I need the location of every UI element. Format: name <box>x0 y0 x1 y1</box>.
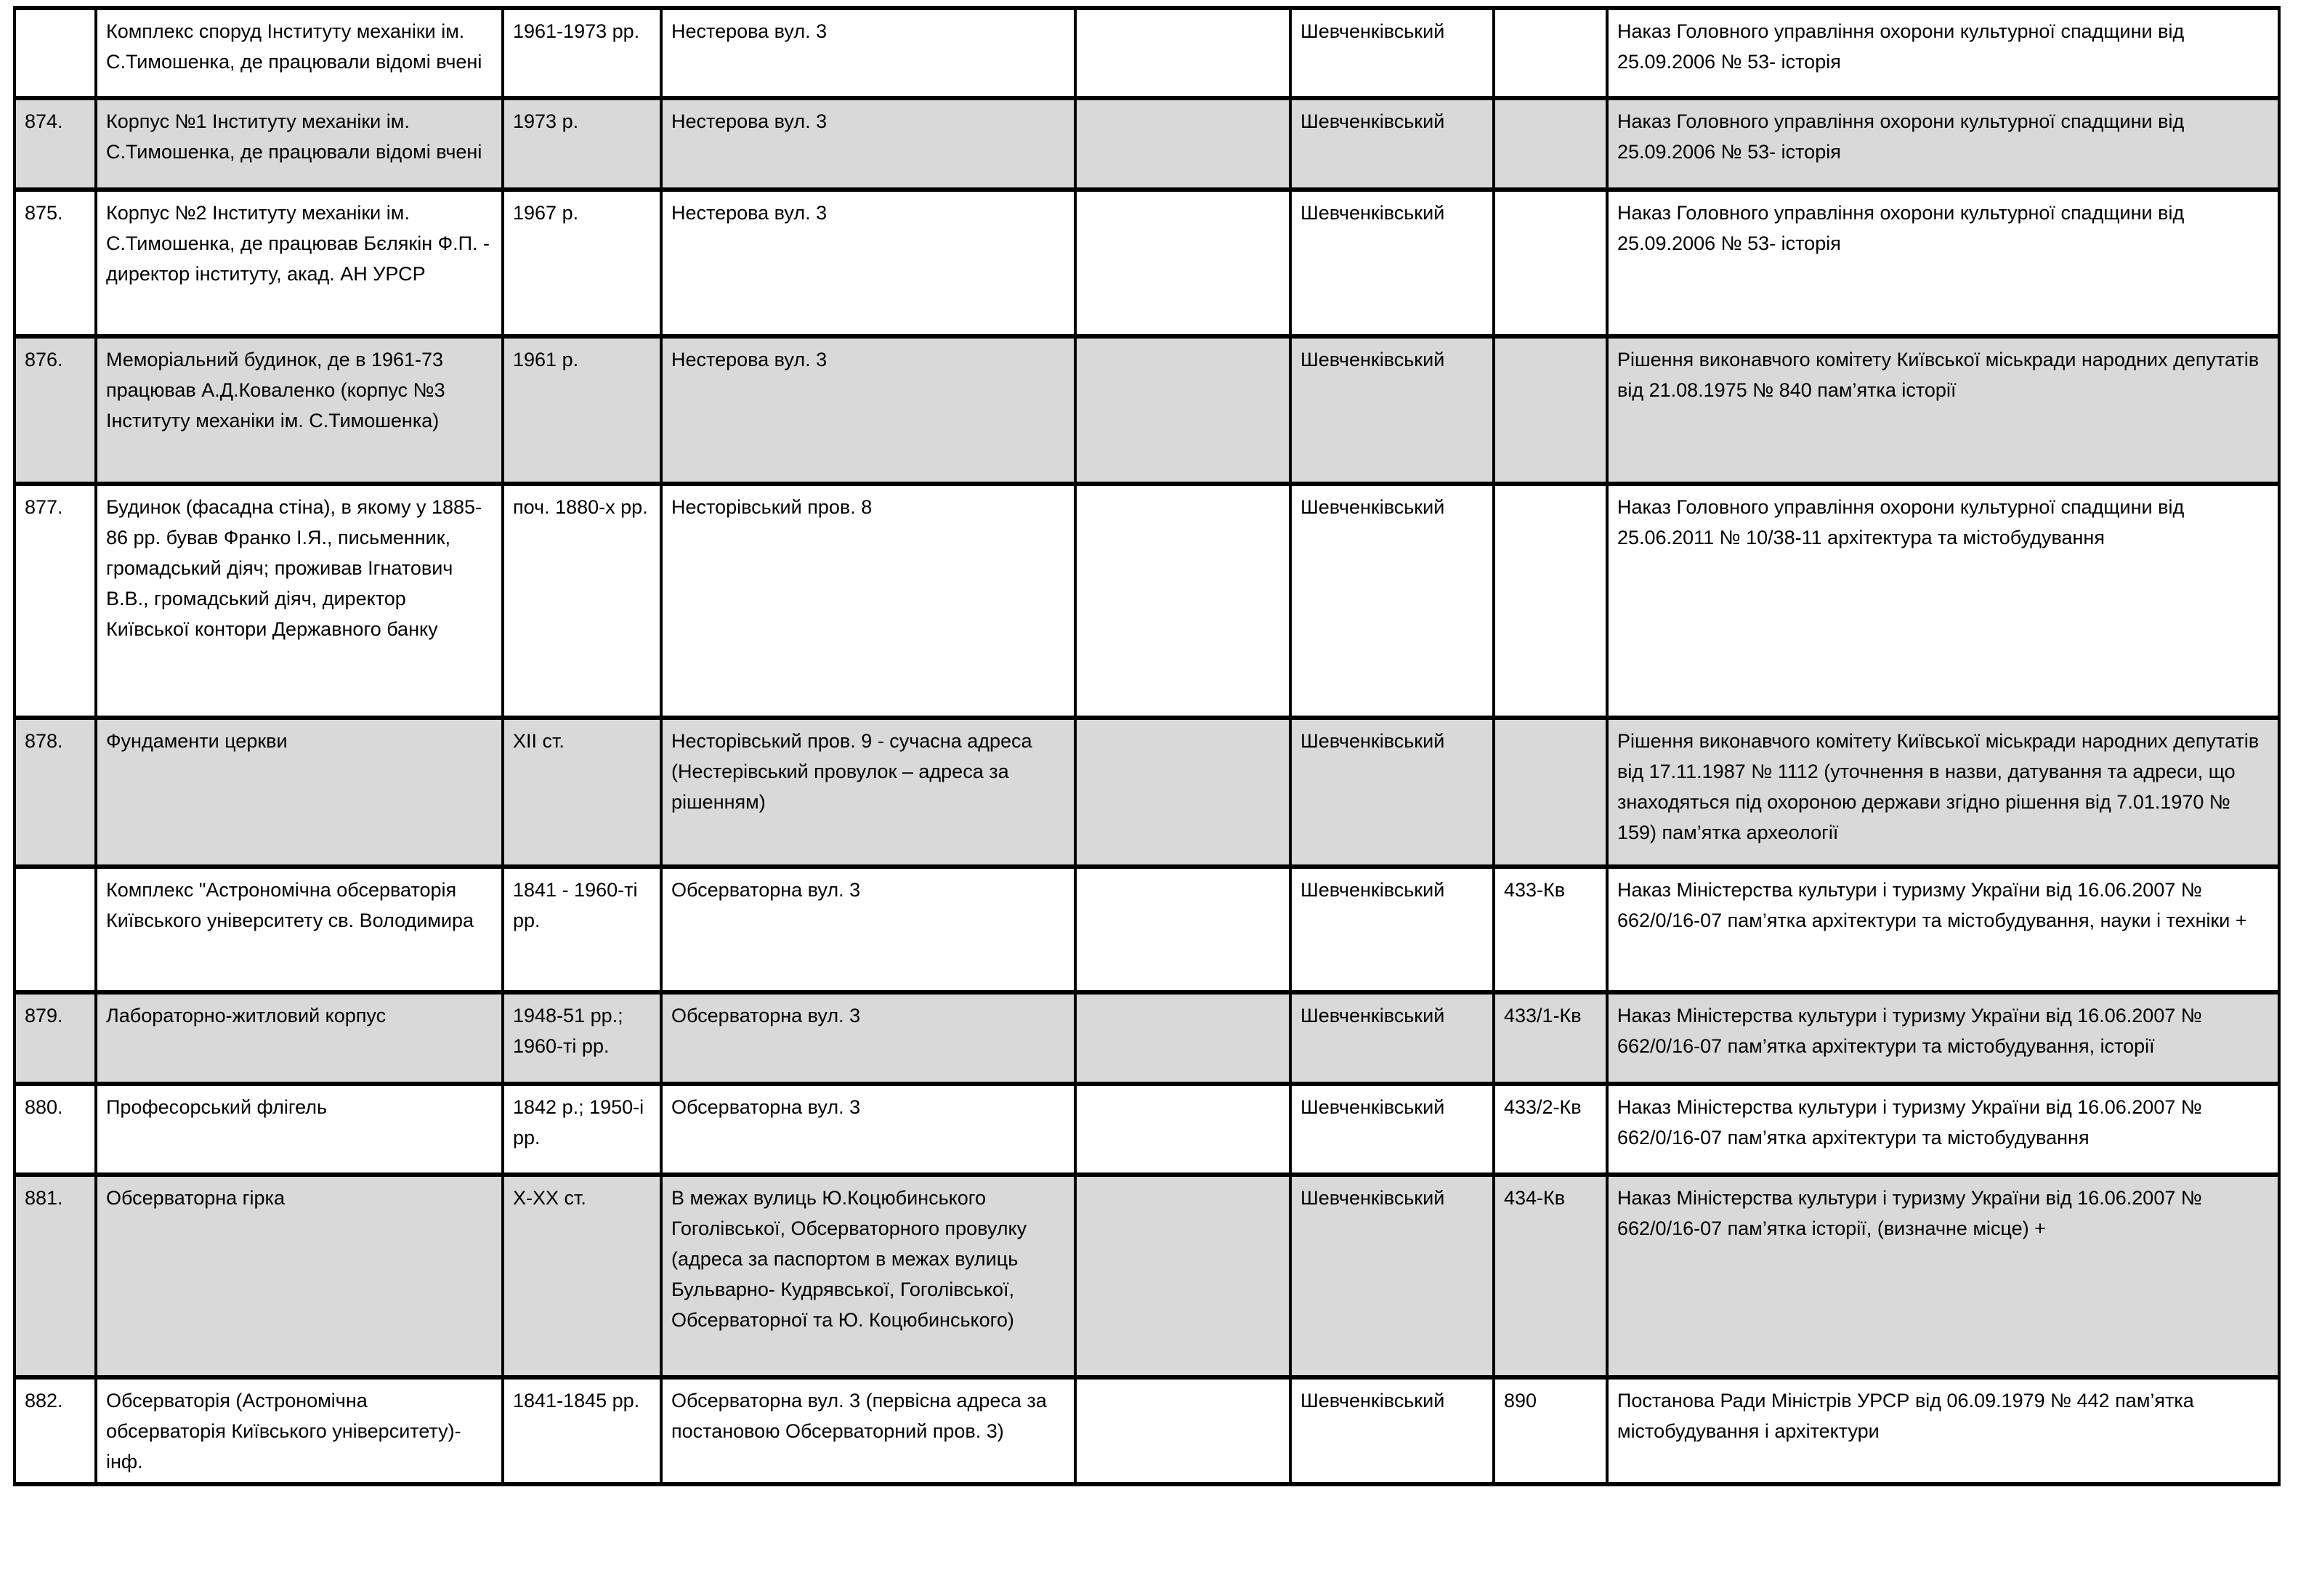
cell-district: Шевченківський <box>1290 1084 1494 1175</box>
cell-empty <box>1075 867 1290 992</box>
cell-legal-basis: Наказ Міністерства культури і туризму України від 16.06.2007 № 662/0/16-07 пам’ятка архітектури та містобудування, науки і техніки + <box>1607 867 2279 992</box>
cell-legal-basis: Постанова Ради Міністрів УРСР від 06.09.1979 № 442 пам’ятка містобудування і архітектури <box>1607 1377 2279 1484</box>
cell-legal-basis: Наказ Міністерства культури і туризму України від 16.06.2007 № 662/0/16-07 пам’ятка архітектури та містобудування <box>1607 1084 2279 1175</box>
cell-number: 875. <box>15 190 96 336</box>
cell-number: 880. <box>15 1084 96 1175</box>
table-row <box>15 98 2279 190</box>
cell-empty <box>1075 98 1290 190</box>
cell-dating: 1961-1973 рр. <box>503 8 661 98</box>
table-row <box>15 8 2279 98</box>
cell-legal-basis: Наказ Головного управління охорони культурної спадщини від 25.09.2006 № 53- історія <box>1607 8 2279 98</box>
cell-number: 879. <box>15 992 96 1084</box>
cell-district: Шевченківський <box>1290 98 1494 190</box>
cell-district: Шевченківський <box>1290 718 1494 867</box>
cell-district: Шевченківський <box>1290 867 1494 992</box>
cell-number: 881. <box>15 1175 96 1377</box>
cell-dating: ХІІ ст. <box>503 718 661 867</box>
cell-legal-basis: Рішення виконавчого комітету Київської міськради народних депутатів від 17.11.1987 № 1112 (уточнення в назви, датування та адреси, що знаходяться під охороною держави згідно рішення від 7.01.1970 № 159) пам’ятка археології <box>1607 718 2279 867</box>
cell-name: Комплекс "Астрономічна обсерваторія Київського університету св. Володимира <box>96 867 503 992</box>
table-row <box>15 718 2279 867</box>
cell-name: Корпус №2 Інституту механіки ім. С.Тимошенка, де працював Бєлякін Ф.П. - директор інституту, акад. АН УРСР <box>96 190 503 336</box>
cell-dating: 1973 р. <box>503 98 661 190</box>
cell-empty <box>1075 336 1290 484</box>
cell-dating: 1948-51 рр.; 1960-ті рр. <box>503 992 661 1084</box>
cell-name: Фундаменти церкви <box>96 718 503 867</box>
cell-address: Нестерова вул. 3 <box>661 98 1075 190</box>
cell-address: Нестерова вул. 3 <box>661 8 1075 98</box>
table-row <box>15 336 2279 484</box>
cell-address: Обсерваторна вул. 3 <box>661 1084 1075 1175</box>
cell-number: 876. <box>15 336 96 484</box>
monuments-table-body <box>15 8 2279 1484</box>
cell-legal-basis: Наказ Міністерства культури і туризму України від 16.06.2007 № 662/0/16-07 пам’ятка історії, (визначне місце) + <box>1607 1175 2279 1377</box>
cell-address: Несторівський пров. 9 - сучасна адреса (Нестерівський провулок – адреса за рішенням) <box>661 718 1075 867</box>
monuments-table <box>13 6 2281 1486</box>
cell-protection-number: 433-Кв <box>1494 867 1607 992</box>
cell-protection-number: 890 <box>1494 1377 1607 1484</box>
cell-district: Шевченківський <box>1290 336 1494 484</box>
cell-legal-basis: Наказ Міністерства культури і туризму України від 16.06.2007 № 662/0/16-07 пам’ятка архітектури та містобудування, історії <box>1607 992 2279 1084</box>
cell-protection-number <box>1494 190 1607 336</box>
cell-dating: поч. 1880-х рр. <box>503 484 661 718</box>
cell-address: Нестерова вул. 3 <box>661 190 1075 336</box>
cell-address: Несторівський пров. 8 <box>661 484 1075 718</box>
cell-protection-number <box>1494 484 1607 718</box>
cell-protection-number: 433/2-Кв <box>1494 1084 1607 1175</box>
cell-legal-basis: Наказ Головного управління охорони культурної спадщини від 25.06.2011 № 10/38-11 архітектура та містобудування <box>1607 484 2279 718</box>
cell-protection-number <box>1494 8 1607 98</box>
cell-dating: Х-ХХ ст. <box>503 1175 661 1377</box>
cell-dating: 1842 р.; 1950-і рр. <box>503 1084 661 1175</box>
cell-dating: 1841 - 1960-ті рр. <box>503 867 661 992</box>
cell-name: Будинок (фасадна стіна), в якому у 1885-86 рр. бував Франко І.Я., письменник, громадський діяч; проживав Ігнатович В.В., громадський діяч, директор Київської контори Державного банку <box>96 484 503 718</box>
table-row <box>15 992 2279 1084</box>
table-row <box>15 484 2279 718</box>
cell-address: Обсерваторна вул. 3 <box>661 867 1075 992</box>
cell-empty <box>1075 484 1290 718</box>
cell-number: 877. <box>15 484 96 718</box>
cell-empty <box>1075 1084 1290 1175</box>
cell-dating: 1841-1845 рр. <box>503 1377 661 1484</box>
cell-number: 882. <box>15 1377 96 1484</box>
cell-name: Обсерваторна гірка <box>96 1175 503 1377</box>
cell-district: Шевченківський <box>1290 1377 1494 1484</box>
cell-number <box>15 8 96 98</box>
table-row <box>15 1377 2279 1484</box>
cell-number <box>15 867 96 992</box>
cell-address: Обсерваторна вул. 3 (первісна адреса за постановою Обсерваторний пров. 3) <box>661 1377 1075 1484</box>
cell-legal-basis: Наказ Головного управління охорони культурної спадщини від 25.09.2006 № 53- історія <box>1607 98 2279 190</box>
cell-name: Меморіальний будинок, де в 1961-73 працював А.Д.Коваленко (корпус №3 Інституту механіки ім. С.Тимошенка) <box>96 336 503 484</box>
cell-district: Шевченківський <box>1290 8 1494 98</box>
cell-district: Шевченківський <box>1290 484 1494 718</box>
cell-name: Лабораторно-житловий корпус <box>96 992 503 1084</box>
cell-protection-number: 434-Кв <box>1494 1175 1607 1377</box>
cell-number: 878. <box>15 718 96 867</box>
cell-protection-number <box>1494 718 1607 867</box>
cell-legal-basis: Наказ Головного управління охорони культурної спадщини від 25.09.2006 № 53- історія <box>1607 190 2279 336</box>
cell-empty <box>1075 190 1290 336</box>
table-row <box>15 190 2279 336</box>
cell-protection-number <box>1494 98 1607 190</box>
cell-address: Обсерваторна вул. 3 <box>661 992 1075 1084</box>
cell-number: 874. <box>15 98 96 190</box>
cell-legal-basis: Рішення виконавчого комітету Київської міськради народних депутатів від 21.08.1975 № 840 пам’ятка історії <box>1607 336 2279 484</box>
cell-dating: 1967 р. <box>503 190 661 336</box>
cell-empty <box>1075 8 1290 98</box>
cell-empty <box>1075 1175 1290 1377</box>
cell-dating: 1961 р. <box>503 336 661 484</box>
table-row <box>15 867 2279 992</box>
cell-empty <box>1075 992 1290 1084</box>
cell-name: Професорський флігель <box>96 1084 503 1175</box>
cell-name: Комплекс споруд Інституту механіки ім. С.Тимошенка, де працювали відомі вчені <box>96 8 503 98</box>
table-row <box>15 1175 2279 1377</box>
cell-district: Шевченківський <box>1290 992 1494 1084</box>
cell-district: Шевченківський <box>1290 190 1494 336</box>
cell-protection-number: 433/1-Кв <box>1494 992 1607 1084</box>
cell-empty <box>1075 1377 1290 1484</box>
cell-district: Шевченківський <box>1290 1175 1494 1377</box>
cell-name: Корпус №1 Інституту механіки ім. С.Тимошенка, де працювали відомі вчені <box>96 98 503 190</box>
cell-empty <box>1075 718 1290 867</box>
cell-name: Обсерваторія (Астрономічна обсерваторія Київського університету)- інф. <box>96 1377 503 1484</box>
cell-protection-number <box>1494 336 1607 484</box>
table-row <box>15 1084 2279 1175</box>
cell-address: В межах вулиць Ю.Коцюбинського Гоголівської, Обсерваторного провулку (адреса за паспортом в межах вулиць Бульварно- Кудрявської, Гоголівської, Обсерваторної та Ю. Коцюбинського) <box>661 1175 1075 1377</box>
cell-address: Нестерова вул. 3 <box>661 336 1075 484</box>
